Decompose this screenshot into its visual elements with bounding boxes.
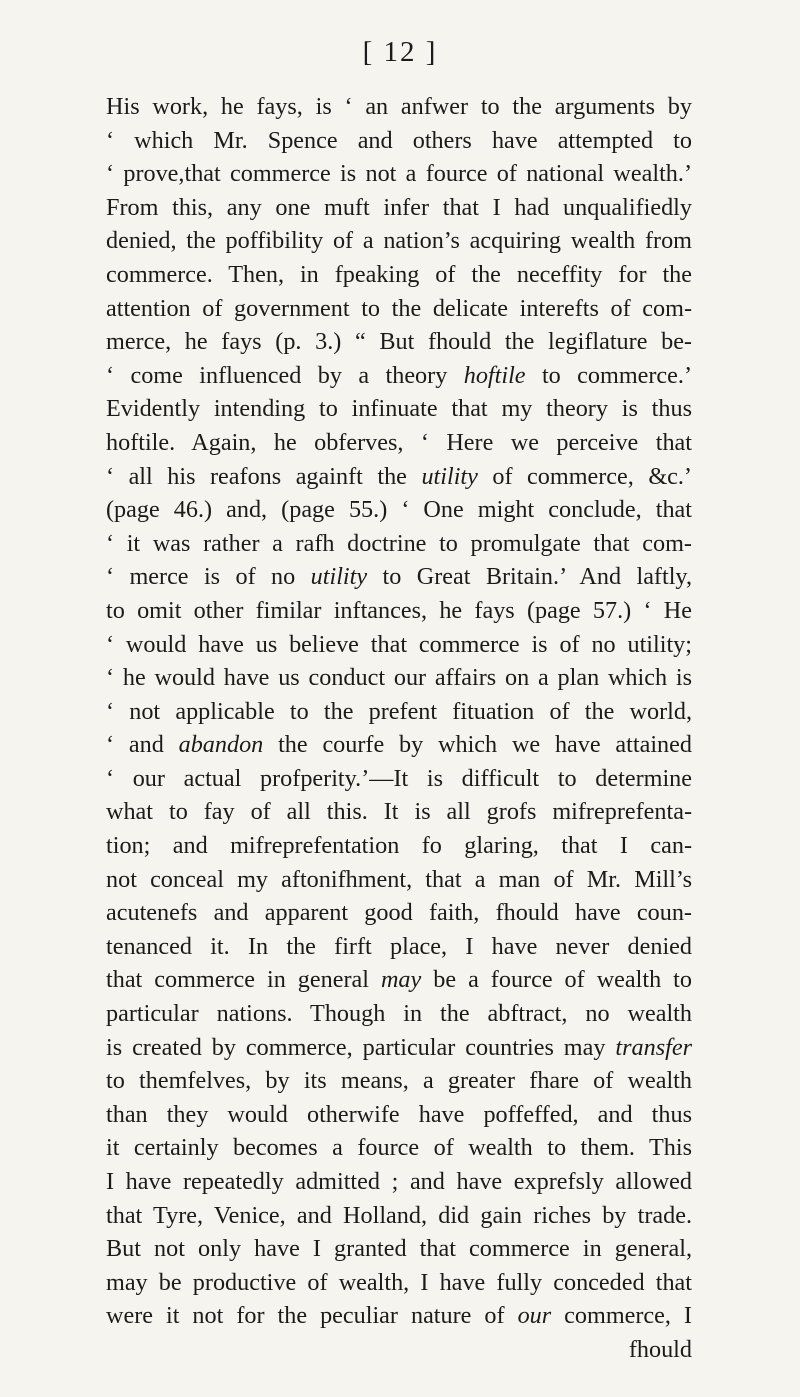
text-line: ‘ come influenced by a theory hoftile to commerce.’ [106,361,692,389]
text-line: ‘ it was rather a rafh doctrine to promulgate that com- [106,529,692,557]
text-line: (page 46.) and, (page 55.) ‘ One might conclude, that [106,496,692,524]
text-line: that commerce in general may be a fource of wealth to [106,966,692,994]
text-line: I have repeatedly admitted ; and have exprefsly allowed [106,1168,692,1195]
text-line: it certainly becomes a fource of wealth to them. This [106,1134,692,1162]
text-line: than they would otherwife have poffeffed, and thus [106,1100,692,1128]
text-line: But not only have I granted that commerce in general, [106,1235,692,1263]
text-line: commerce. Then, in fpeaking of the neceffity for the [106,260,692,288]
text-line: ‘ and abandon the courfe by which we have attained [106,731,692,759]
text-line: not conceal my aftonifhment, that a man of Mr. Mill’s [106,865,692,893]
text-line: From this, any one muft infer that I had unqualifiedly [106,193,692,221]
text-line: may be productive of wealth, I have fully conceded that [106,1268,692,1296]
text-line: ‘ prove,that commerce is not a fource of national wealth.’ [106,160,692,188]
page-number: [ 12 ] [362,36,438,68]
text-line: ‘ merce is of no utility to Great Britain.’ And laftly, [106,563,692,591]
text-line: ‘ our actual profperity.’—It is difficult to determine [106,764,692,792]
text-line: His work, he fays, is ‘ an anfwer to the arguments by [106,93,692,120]
text-line: to themfelves, by its means, a greater fhare of wealth [106,1067,692,1095]
text-line: denied, the poffibility of a nation’s acquiring wealth from [106,227,692,255]
text-line: acutenefs and apparent good faith, fhould have coun- [106,899,692,927]
body-text [106,90,692,1367]
text-line: ‘ all his reafons againft the utility of commerce, &c.’ [106,462,692,490]
text-line: ‘ he would have us conduct our affairs on a plan which is [106,664,692,692]
text-line: attention of government to the delicate interefts of com- [106,294,692,322]
text-line: ‘ which Mr. Spence and others have attempted to [106,126,692,154]
catchword: fhould [628,1335,692,1363]
text-line: tenanced it. In the firft place, I have never denied [106,932,692,960]
text-line: hoftile. Again, he obferves, ‘ Here we perceive that [106,428,692,456]
text-line: tion; and mifreprefentation fo glaring, that I can- [106,832,692,860]
text-line: ‘ not applicable to the prefent fituation of the world, [106,697,692,725]
text-line: particular nations. Though in the abftract, no wealth [106,1000,692,1028]
text-line: to omit other fimilar inftances, he fays (page 57.) ‘ He [106,596,692,624]
text-line: merce, he fays (p. 3.) “ But fhould the legiflature be- [106,328,692,356]
text-line: Evidently intending to infinuate that my theory is thus [106,395,692,423]
text-line: ‘ would have us believe that commerce is of no utility; [106,630,692,658]
text-line: is created by commerce, particular countries may transfer [106,1033,692,1061]
text-line: that Tyre, Venice, and Holland, did gain riches by trade. [106,1201,692,1229]
text-line: were it not for the peculiar nature of our commerce, I [106,1302,692,1330]
text-line: what to fay of all this. It is all grofs mifreprefenta- [106,798,692,826]
